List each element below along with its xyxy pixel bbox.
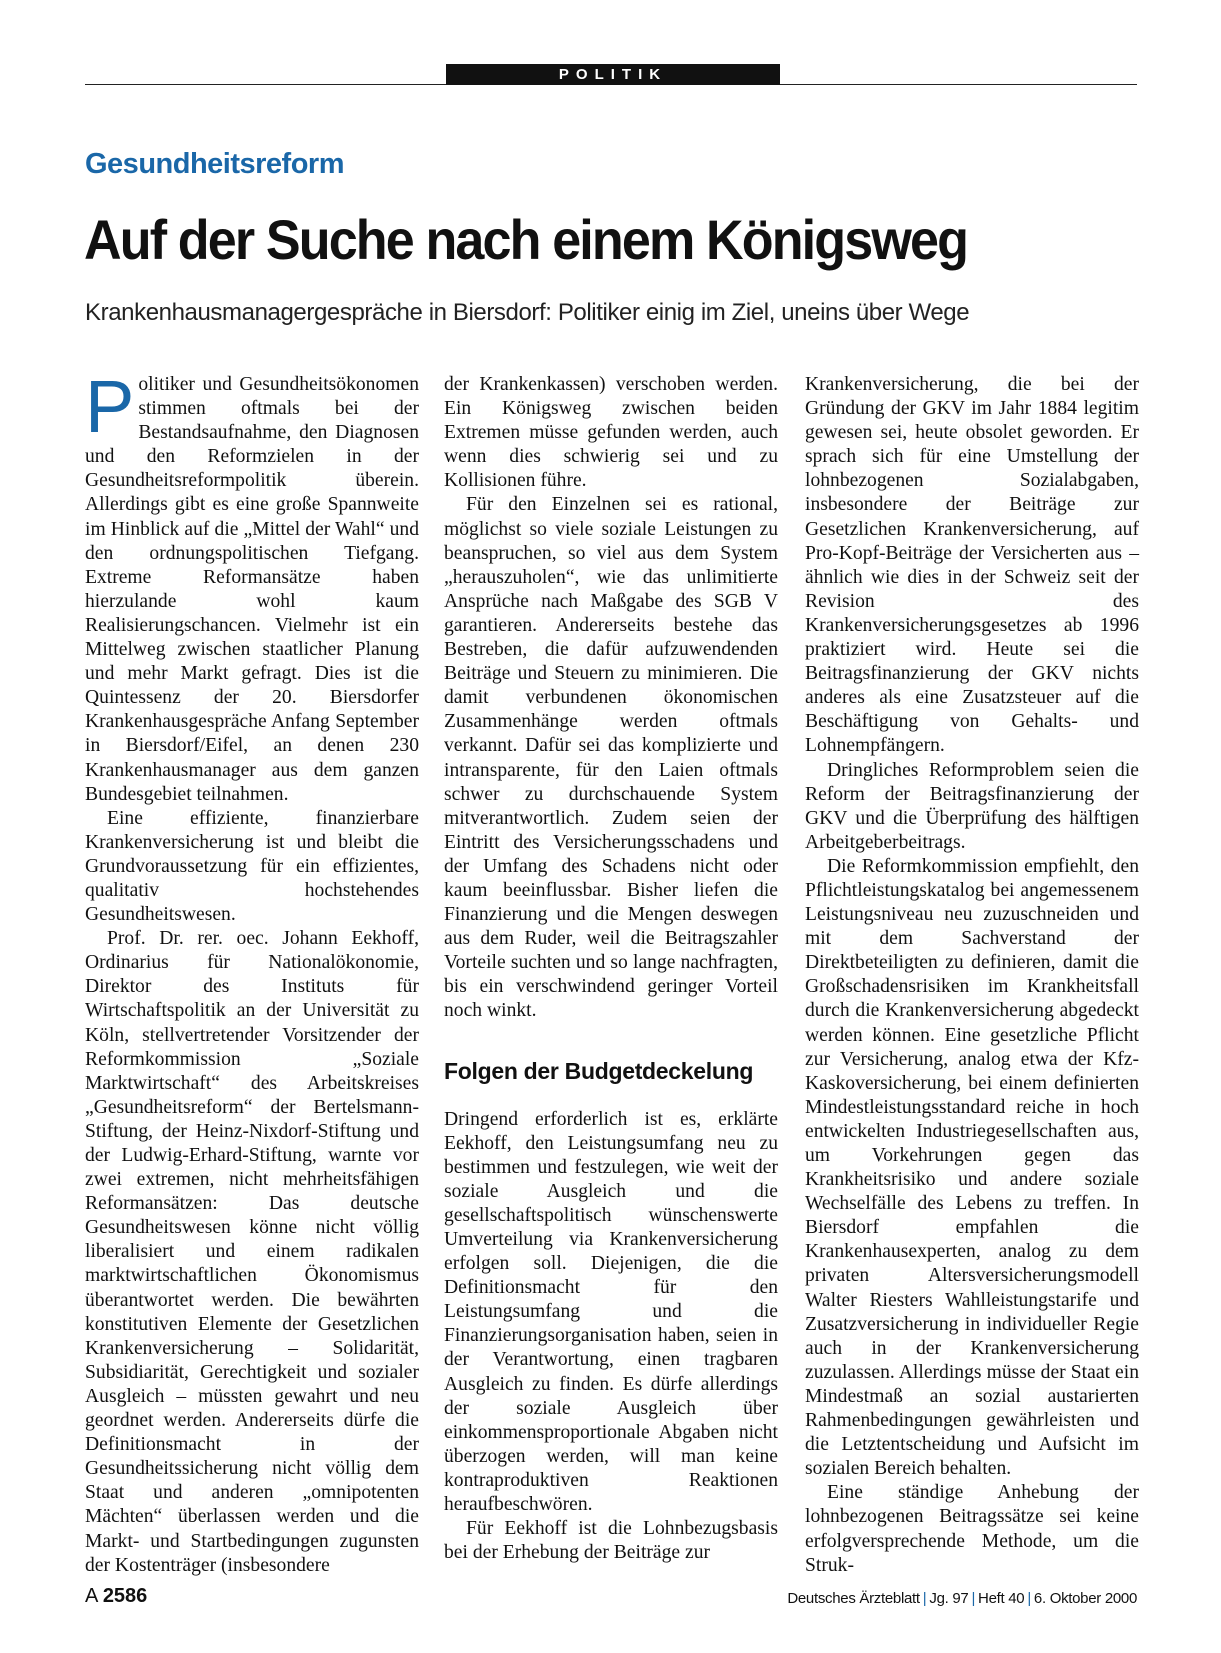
- paragraph: Krankenversicherung, die bei der Gründung der GKV im Jahr 1884 legitim gewesen sei, heute obsolet geworden. Er sprach sich für eine Umstellung der lohnbezogenen Sozialabgaben, insbesondere der Beiträge zur Gesetzlichen Krankenversicherung, auf Pro-Kopf-Beiträge der Versicherten aus – ähnlich wie dies in der Schweiz seit der Revision des Krankenversicherungsgesetzes ab 1996 praktiziert wird. Heute sei die Beitragsfinanzierung der GKV nichts anderes als eine Zusatzsteuer auf die Beschäftigung von Gehalts- und Lohnempfängern.: [805, 374, 1139, 757]
- page-number-value: 2586: [102, 1585, 148, 1607]
- paragraph: der Krankenkassen) verschoben werden. Ein Königsweg zwischen beiden Extremen müsse gefunden werden, auch wenn dies schwierig sei und zu Kollisionen führe.: [444, 374, 778, 492]
- paragraph: Eine effiziente, finanzierbare Krankenversicherung ist und bleibt die Grundvoraussetzung für ein effizientes, qualitativ hochstehendes Gesundheitswesen.: [85, 807, 419, 926]
- paragraph: Eine ständige Anhebung der lohnbezogenen Beitragssätze sei keine erfolgversprechende Methode, um die Struk-: [805, 1482, 1139, 1576]
- journal-date: 6. Oktober 2000: [1033, 1590, 1137, 1607]
- journal-footer: [787, 1590, 1137, 1607]
- paragraph: Dringend erforderlich ist es, erklärte Eekhoff, den Leistungsumfang neu zu bestimmen und festzulegen, wie weit der soziale Ausgleich und die gesellschaftspolitisch wünschenswerte Umverteilung via Krankenversicherung erfolgen soll. Diejenigen, die die Definitionsmacht für den Leistungsumfang und die Finanzierungsorganisation haben, seien in der Verantwortung, einen tragbaren Ausgleich zu finden. Es dürfe allerdings der soziale Ausgleich über einkommensproportionale Abgaben nicht überzogen werden, will man keine kontraproduktiven Reaktionen heraufbeschwören.: [444, 1108, 778, 1516]
- subheadline: Krankenhausmanagergespräche in Biersdorf: Politiker einig im Ziel, uneins über Wege: [85, 299, 970, 326]
- paragraph: Prof. Dr. rer. oec. Johann Eekhoff, Ordinarius für Nationalökonomie, Direktor des Instituts für Wirtschaftspolitik an der Universität zu Köln, stellvertretender Vorsitzender der Reformkommission „Soziale Marktwirtschaft“ des Arbeitskreises „Gesundheitsreform“ der Bertelsmann-Stiftung, der Heinz-Nixdorf-Stiftung und der Ludwig-Erhard-Stiftung, warnte vor zwei extremen, nicht mehrheitsfähigen Reformansätzen: Das deutsche Gesundheitswesen könne nicht völlig liberalisiert und einem radikalen marktwirtschaftlichen Ökonomismus überantwortet werden. Die bewährten konstitutiven Elemente der Gesetzlichen Krankenversicherung – Solidarität, Subsidiarität, Gerechtigkeit und sozialer Ausgleich – müssten gewahrt und neu geordnet werden. Andererseits dürfe die Definitionsmacht in der Gesundheitssicherung nicht völlig dem Staat und anderen „omnipotenten Mächten“ überlassen werden und die Markt- und Startbedingungen zugunsten der Kostenträger (insbesondere: [85, 928, 419, 1576]
- paragraph: Für Eekhoff ist die Lohnbezugsbasis bei der Erhebung der Beiträge zur: [444, 1518, 778, 1564]
- section-subheading: Folgen der Budgetdeckelung: [444, 1057, 754, 1084]
- paragraph: Für den Einzelnen sei es rational, möglichst so viele soziale Leistungen zu beanspruchen, so viel aus dem System „herauszuholen“, wie das unlimitierte Ansprüche nach Maßgabe des SGB V garantieren. Andererseits bestehe das Bestreben, die dafür aufzuwendenden Beiträge und Steuern zu minimieren. Die damit verbundenen ökonomischen Zusammenhänge werden oftmals verkannt. Dafür sei das komplizierte und intransparente, für den Laien oftmals schwer zu durchschauende System mitverantwortlich. Zudem seien der Eintritt des Versicherungsschadens und der Umfang des Schadens nicht oder kaum beeinflussbar. Bisher liefen die Finanzierung und die Mengen deswegen aus dem Ruder, weil die Beitragszahler Vorteile suchten und so lange nachfragten, bis ein verschwindend geringer Vorteil noch winkt.: [444, 494, 778, 1022]
- page-prefix: A: [85, 1585, 98, 1607]
- footer-separator: |: [971, 1590, 976, 1607]
- journal-name: Deutsches Ärzteblatt: [787, 1590, 920, 1607]
- article-column-3: [805, 373, 1139, 1578]
- page-number: [85, 1585, 147, 1608]
- journal-volume: Jg. 97: [929, 1590, 969, 1607]
- paragraph: Die Reformkommission empfiehlt, den Pflichtleistungskatalog bei angemessenem Leistungsniveau neu zuzuschneiden und mit dem Sachverstand der Direktbeteiligten zu definieren, damit die Großschadensrisiken im Krankheitsfall durch die Krankenversicherung abgedeckt werden können. Eine gesetzliche Pflicht zur Versicherung, analog etwa der Kfz-Kaskoversicherung, bei einem definierten Mindestleistungsstandard reiche in hoch entwickelten Industriegesellschaften aus, um Vorkehrungen gegen das Krankheitsrisiko und andere soziale Wechselfälle des Lebens zu treffen. In Biersdorf empfahlen die Krankenhausexperten, analog zu dem privaten Altersversicherungsmodell Walter Riesters Wahlleistungstarife und Zusatzversicherung in individueller Regie auch in der Krankenversicherung zuzulassen. Allerdings müsse der Staat ein Mindestmaß an sozial austarierten Rahmenbedingungen gewährleisten und die Letztentscheidung und Aufsicht im sozialen Bereich behalten.: [805, 855, 1139, 1480]
- article-column-1: [85, 365, 419, 1578]
- drop-cap: P: [85, 365, 135, 448]
- section-label: POLITIK: [446, 64, 780, 85]
- paragraph: Politiker und Gesundheitsökonomen stimmen oftmals bei der Bestandsaufnahme, den Diagnosen und den Reformzielen in der Gesundheitsreformpolitik überein. Allerdings gibt es eine große Spannweite im Hinblick auf die „Mittel der Wahl“ und den ordnungspolitischen Tiefgang. Extreme Reformansätze haben hierzulande wohl kaum Realisierungschancen. Vielmehr ist ein Mittelweg zwischen staatlicher Planung und mehr Markt gefragt. Dies ist die Quintessenz der 20. Biersdorfer Krankenhausgespräche Anfang September in Biersdorf/Eifel, an denen 230 Krankenhausmanager aus dem ganzen Bundesgebiet teilnahmen.: [85, 365, 419, 805]
- footer-separator: |: [922, 1590, 927, 1607]
- kicker: Gesundheitsreform: [85, 148, 344, 180]
- headline: Auf der Suche nach einem Königsweg: [84, 208, 968, 271]
- paragraph: Dringliches Reformproblem seien die Reform der Beitragsfinanzierung der GKV und die Überprüfung des hälftigen Arbeitgeberbeitrags.: [805, 759, 1139, 853]
- journal-issue: Heft 40: [978, 1590, 1025, 1607]
- footer-separator: |: [1027, 1590, 1031, 1607]
- article-column-2: [444, 373, 778, 1565]
